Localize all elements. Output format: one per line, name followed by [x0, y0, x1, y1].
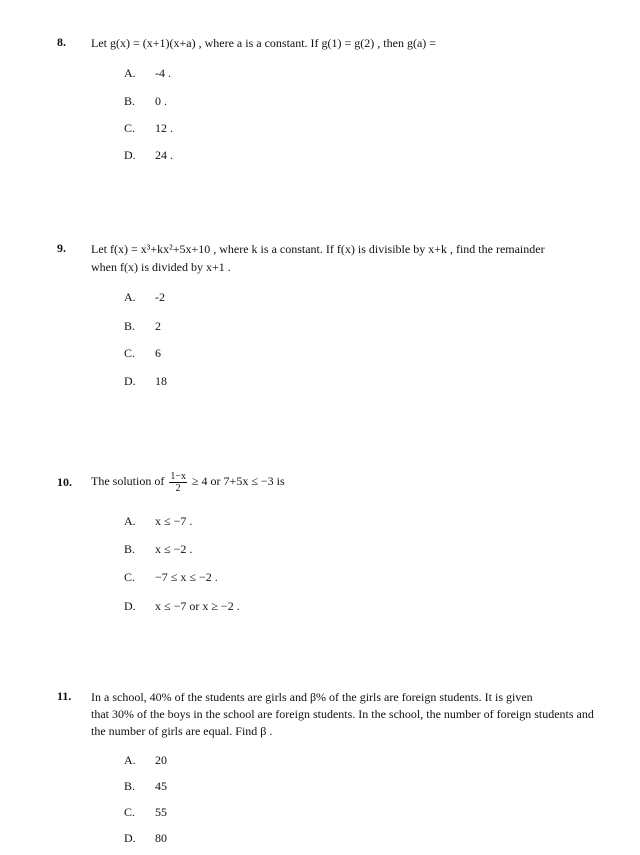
question-text-line: In a school, 40% of the students are girls and β% of the girls are foreign students. It is given	[91, 690, 533, 704]
option-label: A.	[124, 290, 136, 304]
question-number: 8.	[57, 35, 66, 49]
option-label: C.	[124, 121, 136, 135]
option-value: 0 .	[155, 94, 167, 108]
option-value: 18	[155, 374, 167, 388]
option-value: 12 .	[155, 121, 173, 135]
option-label: C.	[124, 570, 136, 584]
question-text-after: ≥ 4 or 7+5x ≤ −3 is	[191, 474, 285, 488]
fraction-denominator: 2	[175, 482, 181, 494]
option-value: x ≤ −7 or x ≥ −2 .	[155, 599, 240, 613]
option-value: 6	[155, 346, 161, 360]
option-label: C.	[124, 805, 136, 819]
option-value: -2	[155, 290, 165, 304]
option-value: 45	[155, 779, 167, 793]
question-number: 10.	[57, 475, 72, 489]
option-label: A.	[124, 514, 136, 528]
fraction	[169, 471, 187, 494]
question-text-line: the number of girls are equal. Find β .	[91, 724, 273, 738]
option-label: D.	[124, 831, 136, 845]
option-label: C.	[124, 346, 136, 360]
question-text	[91, 467, 285, 495]
option-value: 20	[155, 753, 167, 767]
option-value: 55	[155, 805, 167, 819]
option-label: B.	[124, 779, 136, 793]
option-value: 24 .	[155, 148, 173, 162]
question-text-line: Let f(x) = x³+kx²+5x+10 , where k is a constant. If f(x) is divisible by x+k , find the remainder	[91, 242, 545, 256]
option-label: A.	[124, 753, 136, 767]
option-label: D.	[124, 599, 136, 613]
option-value: -4 .	[155, 66, 171, 80]
option-label: D.	[124, 374, 136, 388]
question-text-before: The solution of	[91, 474, 165, 488]
option-label: B.	[124, 319, 136, 333]
option-label: A.	[124, 66, 136, 80]
option-value: 80	[155, 831, 167, 845]
option-label: D.	[124, 148, 136, 162]
option-label: B.	[124, 94, 136, 108]
option-value: 2	[155, 319, 161, 333]
question-text: Let g(x) = (x+1)(x+a) , where a is a constant. If g(1) = g(2) , then g(a) =	[91, 36, 437, 50]
option-label: B.	[124, 542, 136, 556]
option-value: x ≤ −7 .	[155, 514, 193, 528]
question-text-line: when f(x) is divided by x+1 .	[91, 260, 231, 274]
question-number: 9.	[57, 241, 66, 255]
question-number: 11.	[57, 689, 72, 703]
option-value: −7 ≤ x ≤ −2 .	[155, 570, 218, 584]
fraction-numerator: 1−x	[170, 470, 186, 482]
option-value: x ≤ −2 .	[155, 542, 193, 556]
question-text-line: that 30% of the boys in the school are foreign students. In the school, the number of foreign students and	[91, 707, 594, 721]
